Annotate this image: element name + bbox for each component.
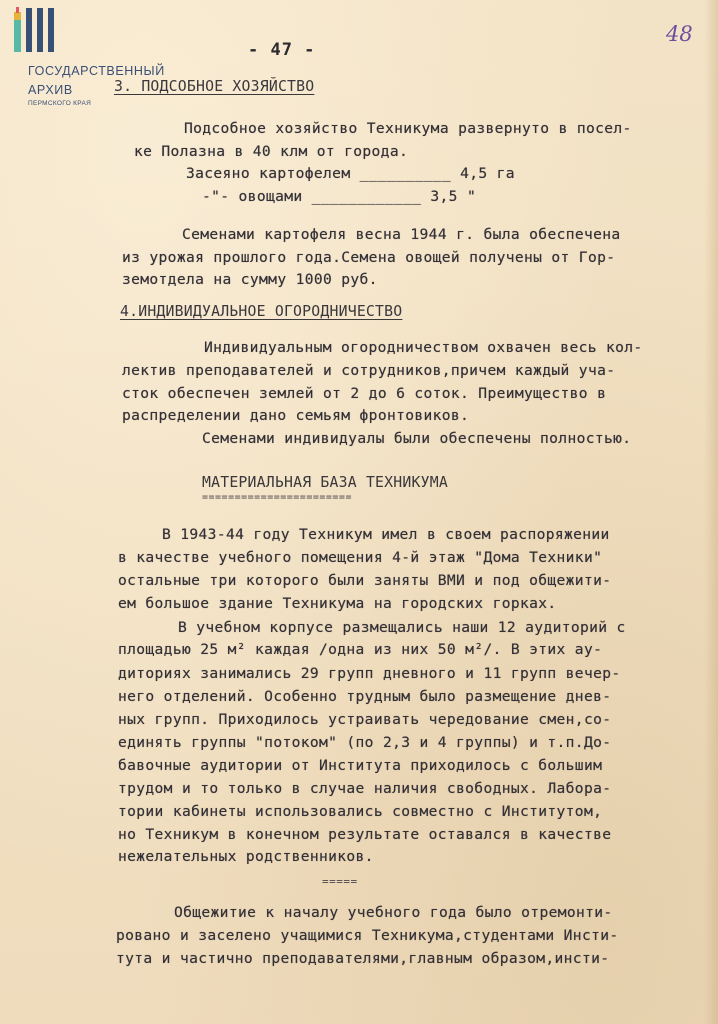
text-line: площадью 25 м² каждая /одна из них 50 м²/. В этих ау- — [118, 641, 603, 658]
text-line: В 1943-44 году Техникум имел в своем распоряжении — [162, 526, 610, 543]
paper-edge — [704, 0, 718, 1024]
archive-logo-icon — [10, 4, 70, 56]
text-line: Засеяно картофелем __________ 4,5 га — [186, 165, 515, 182]
heading-underline-marks: ======================= — [202, 492, 352, 503]
handwritten-page-number: 48 — [666, 22, 693, 46]
text-line: лектив преподавателей и сотрудников,причем каждый уча- — [122, 362, 616, 379]
text-line: В учебном корпусе размещались наши 12 аудиторий с — [178, 619, 626, 636]
text-line: Семенами картофеля весна 1944 г. была обеспечена — [182, 226, 621, 243]
text-line: диториях занимались 29 групп дневного и 11 групп вечер- — [118, 665, 621, 682]
text-line: ем большое здание Техникума на городских горках. — [118, 595, 557, 612]
text-line: из урожая прошлого года.Семена овощей получены от Гор- — [122, 249, 616, 266]
text-line: нежелательных родственников. — [118, 848, 374, 865]
text-line: остальные три которого были заняты ВМИ и под общежити- — [118, 572, 612, 589]
archive-logo — [8, 4, 208, 114]
separator-marks: ===== — [322, 875, 358, 888]
text-line: Подсобное хозяйство Техникума развернуто в посел- — [184, 120, 632, 137]
text-line: ке Полазна в 40 клм от города. — [134, 143, 409, 160]
text-line: тории кабинеты использовались совместно с Институтом, — [118, 803, 603, 820]
section-heading: 3. ПОДСОБНОЕ ХОЗЯЙСТВО — [114, 78, 315, 95]
text-line: -"- овощами ____________ 3,5 " — [202, 188, 477, 205]
text-line: него отделений. Особенно трудным было размещение днев- — [118, 688, 612, 705]
archive-name-line3: ПЕРМСКОГО КРАЯ — [28, 100, 92, 107]
text-line: земотдела на сумму 1000 руб. — [122, 271, 378, 288]
section-heading: МАТЕРИАЛЬНАЯ БАЗА ТЕХНИКУМА — [202, 474, 448, 491]
archive-name-line2: АРХИВ — [28, 83, 73, 97]
section-heading: 4.ИНДИВИДУАЛЬНОЕ ОГОРОДНИЧЕСТВО — [120, 303, 403, 320]
text-line: ровано и заселено учащимися Техникума,студентами Инсти- — [116, 927, 619, 944]
text-line: но Техникум в конечном результате оставался в качестве — [118, 826, 612, 843]
text-line: бавочные аудитории от Института приходилось с большим — [118, 757, 603, 774]
text-line: Семенами индивидуалы были обеспечены полностью. — [202, 430, 632, 447]
text-line: Общежитие к началу учебного года было отремонти- — [174, 904, 613, 921]
text-line: ных групп. Приходилось устраивать чередование смен,со- — [118, 711, 612, 728]
text-line: сток обеспечен землей от 2 до 6 соток. Преимущество в — [122, 385, 607, 402]
text-line: в качестве учебного помещения 4-й этаж "Дома Техники" — [118, 549, 603, 566]
text-line: трудом и то только в случае наличия свободных. Лабора- — [118, 780, 612, 797]
text-line: Индивидуальным огородничеством охвачен весь кол- — [204, 339, 643, 356]
text-line: распределении дано семьям фронтовиков. — [122, 407, 470, 424]
archive-name-line1: ГОСУДАРСТВЕННЫЙ — [28, 64, 165, 78]
text-line: единять группы "потоком" (по 2,3 и 4 группы) и т.п.До- — [118, 734, 612, 751]
page-number: - 47 - — [248, 40, 316, 60]
text-line: тута и частично преподавателями,главным образом,инсти- — [116, 950, 610, 967]
